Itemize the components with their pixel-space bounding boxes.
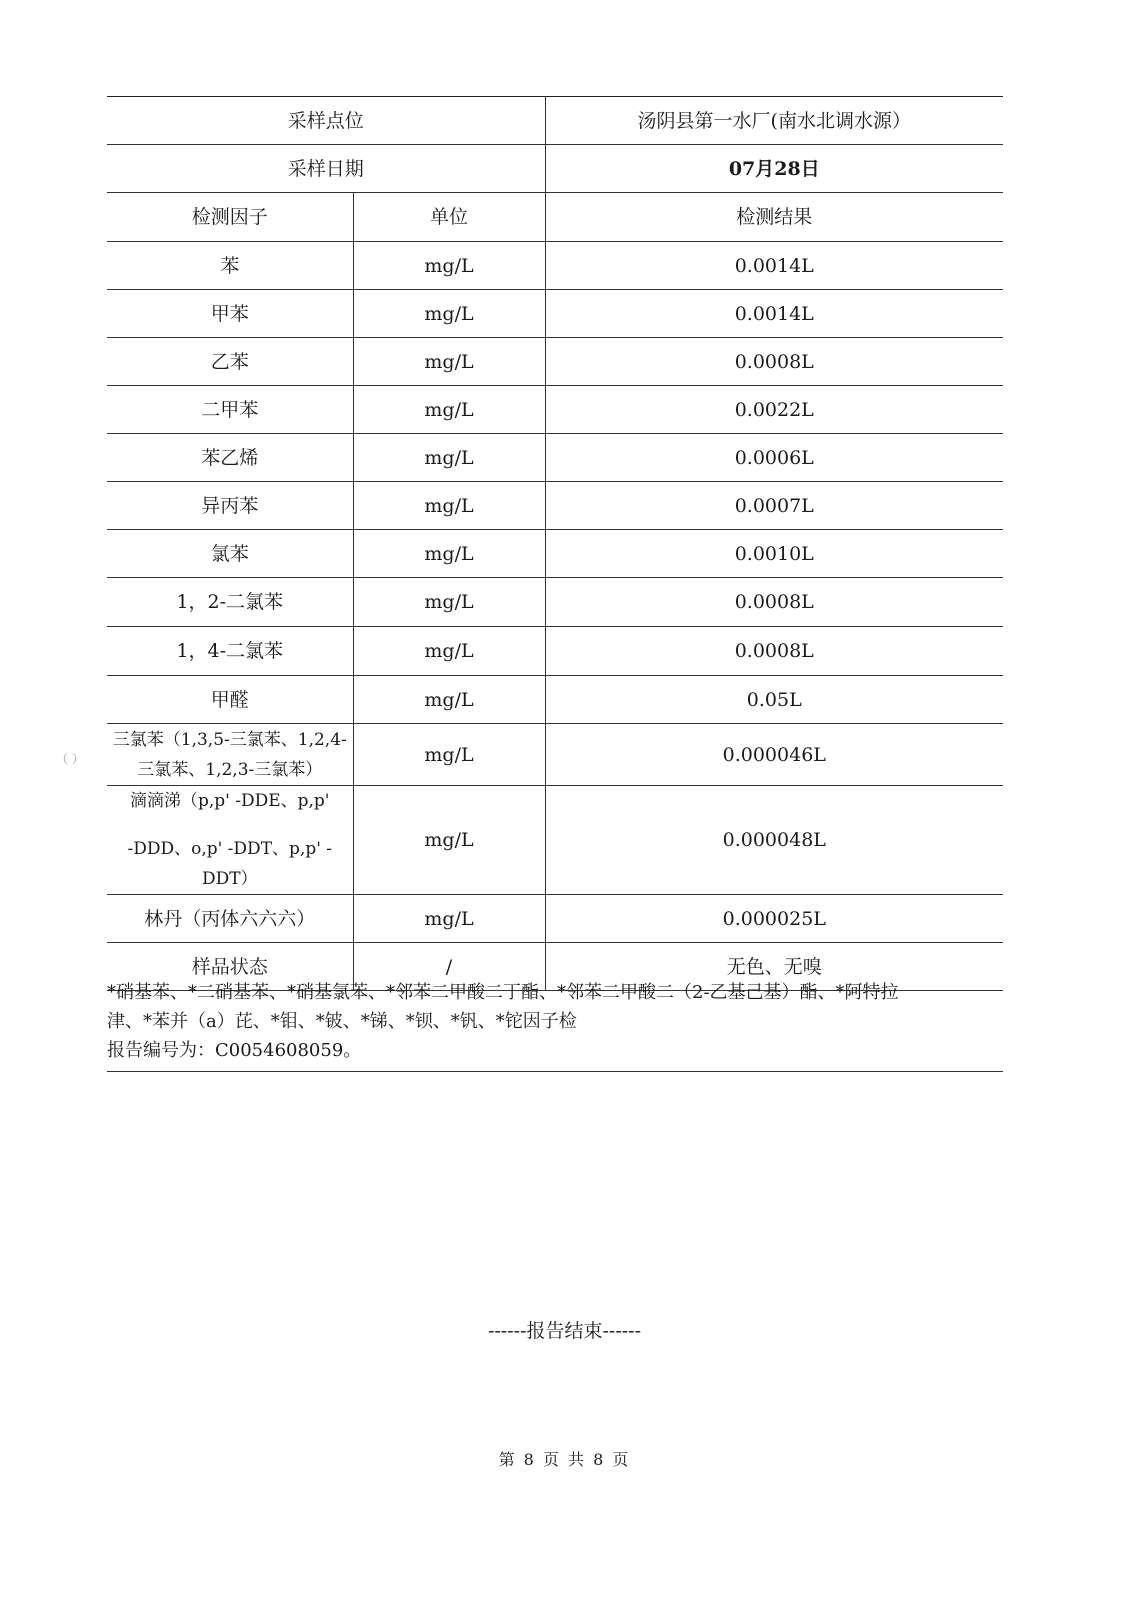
factor-cell <box>107 786 353 895</box>
factor-cell: 氯苯 <box>107 530 353 578</box>
result-cell: 0.0022L <box>545 386 1003 434</box>
result-cell: 0.0008L <box>545 627 1003 676</box>
table-row <box>107 242 1003 290</box>
test-results-table <box>107 96 1003 991</box>
report-number: 报告编号为：C0054608059。 <box>107 1040 362 1061</box>
result-cell: 0.0014L <box>545 290 1003 338</box>
unit-cell: mg/L <box>353 434 545 482</box>
col-header-factor: 检测因子 <box>107 193 353 242</box>
factor-cell: 苯乙烯 <box>107 434 353 482</box>
factor-cell <box>107 724 353 786</box>
table-row <box>107 676 1003 724</box>
result-cell: 无色、无嗅 <box>545 943 1003 991</box>
factor-cell: 样品状态 <box>107 943 353 991</box>
notes-section <box>107 978 1003 1072</box>
result-cell: 0.0010L <box>545 530 1003 578</box>
factor-line: 滴滴涕（p,p' -DDE、p,p' <box>129 791 330 811</box>
unit-cell: mg/L <box>353 290 545 338</box>
table-row <box>107 290 1003 338</box>
unit-cell: mg/L <box>353 242 545 290</box>
table-row <box>107 386 1003 434</box>
unit-cell: mg/L <box>353 627 545 676</box>
result-cell: 0.0014L <box>545 242 1003 290</box>
factor-cell: 乙苯 <box>107 338 353 386</box>
unit-cell: mg/L <box>353 338 545 386</box>
table-row <box>107 434 1003 482</box>
result-cell: 0.0008L <box>545 338 1003 386</box>
unit-cell: mg/L <box>353 724 545 786</box>
factor-cell: 1，4-二氯苯 <box>107 627 353 676</box>
date-label: 采样日期 <box>107 145 545 193</box>
table-row <box>107 895 1003 943</box>
unit-cell: mg/L <box>353 482 545 530</box>
table-row <box>107 786 1003 895</box>
margin-mark: （ ） <box>56 752 84 766</box>
result-cell: 0.000025L <box>545 895 1003 943</box>
factor-cell: 异丙苯 <box>107 482 353 530</box>
factor-cell: 1，2-二氯苯 <box>107 578 353 627</box>
result-cell: 0.000048L <box>545 786 1003 895</box>
result-cell: 0.0007L <box>545 482 1003 530</box>
table-row <box>107 578 1003 627</box>
unit-cell: mg/L <box>353 676 545 724</box>
result-cell: 0.0006L <box>545 434 1003 482</box>
table-row <box>107 338 1003 386</box>
report-end-mark: ------报告结束------ <box>487 1320 642 1342</box>
notes-line: 津、*苯并（a）芘、*钼、*铍、*锑、*钡、*钒、*铊因子检 <box>107 1011 577 1032</box>
col-header-result: 检测结果 <box>545 193 1003 242</box>
page-number: 第 8 页 共 8 页 <box>498 1450 631 1469</box>
col-header-unit: 单位 <box>353 193 545 242</box>
site-value: 汤阴县第一水厂(南水北调水源） <box>545 97 1003 145</box>
factor-cell: 林丹（丙体六六六） <box>107 895 353 943</box>
factor-cell: 甲醛 <box>107 676 353 724</box>
unit-cell: mg/L <box>353 578 545 627</box>
result-cell: 0.05L <box>545 676 1003 724</box>
factor-cell: 苯 <box>107 242 353 290</box>
factor-line: 三氯苯（1,3,5-三氯苯、1,2,4- <box>112 729 347 750</box>
site-label: 采样点位 <box>107 97 545 145</box>
table-row <box>107 482 1003 530</box>
date-value: 07月28日 <box>545 145 1003 193</box>
factor-line: 三氯苯、1,2,3-三氯苯） <box>137 759 323 780</box>
unit-cell: mg/L <box>353 386 545 434</box>
table-row <box>107 724 1003 786</box>
result-cell: 0.000046L <box>545 724 1003 786</box>
unit-cell: mg/L <box>353 895 545 943</box>
notes-line: *硝基苯、*二硝基苯、*硝基氯苯、*邻苯二甲酸二丁酯、*邻苯二甲酸二（2-乙基己基）酯、*阿特拉 <box>107 982 899 1003</box>
factor-line: -DDD、o,p' -DDT、p,p' -DDT） <box>127 839 333 889</box>
result-cell: 0.0008L <box>545 578 1003 627</box>
table-row <box>107 627 1003 676</box>
factor-cell: 二甲苯 <box>107 386 353 434</box>
unit-cell: mg/L <box>353 786 545 895</box>
factor-cell: 甲苯 <box>107 290 353 338</box>
unit-cell: mg/L <box>353 530 545 578</box>
table-row <box>107 530 1003 578</box>
unit-cell: / <box>353 943 545 991</box>
